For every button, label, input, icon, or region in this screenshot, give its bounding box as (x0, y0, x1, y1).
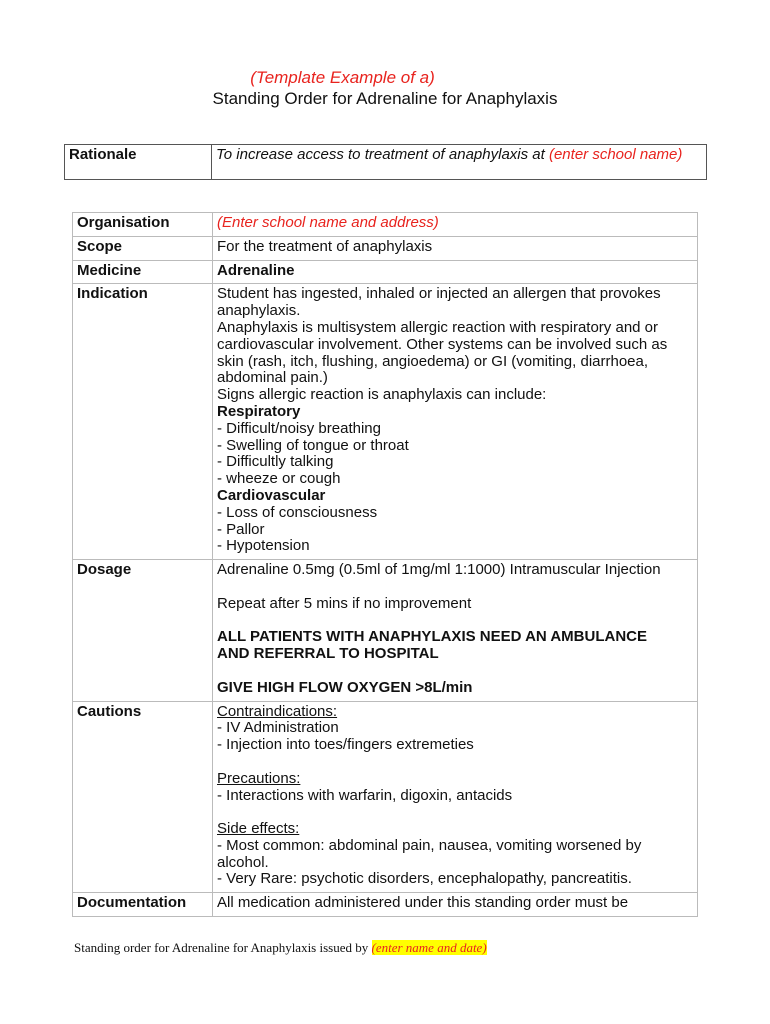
value-line: abdominal pain.) (217, 369, 328, 387)
issuer-placeholder: (enter name and date) (371, 940, 487, 955)
value-line: - Hypotension (217, 537, 310, 555)
value-line: Precautions: (217, 769, 301, 787)
value-line: - Swelling of tongue or throat (217, 436, 409, 454)
row-value (213, 560, 698, 701)
rationale-table (64, 144, 707, 180)
table-row (73, 701, 698, 893)
row-label: Dosage (73, 560, 213, 701)
row-label: Indication (73, 284, 213, 560)
row-value (213, 260, 698, 284)
value-line: - Difficult/noisy breathing (217, 419, 381, 437)
value-line: Student has ingested, inhaled or injected an allergen that provokes (217, 285, 661, 303)
value-line: - Most common: abdominal pain, nausea, vomiting worsened by (217, 836, 642, 854)
value-line: AND REFERRAL TO HOSPITAL (217, 645, 439, 663)
rationale-label: Rationale (65, 145, 212, 180)
value-line: Anaphylaxis is multisystem allergic reaction with respiratory and or (217, 318, 659, 336)
table-row (73, 893, 698, 917)
row-value (213, 701, 698, 893)
row-label: Documentation (73, 893, 213, 917)
value-line: Contraindications: (217, 702, 338, 720)
page-title: Standing Order for Adrenaline for Anaphylaxis (212, 89, 558, 108)
spacer (217, 579, 693, 596)
value-line: Signs allergic reaction is anaphylaxis can include: (217, 386, 547, 404)
row-label: Cautions (73, 701, 213, 893)
value-line: For the treatment of anaphylaxis (217, 237, 433, 255)
row-value (213, 284, 698, 560)
table-row (65, 145, 707, 180)
value-line: anaphylaxis. (217, 302, 301, 320)
value-line: skin (rash, itch, flushing, angioedema) or GI (vomiting, diarrhoea, (217, 352, 649, 370)
row-label: Scope (73, 236, 213, 260)
row-label: Medicine (73, 260, 213, 284)
rationale-text: To increase access to treatment of anaphylaxis at (216, 146, 549, 163)
standing-order-table (72, 212, 698, 917)
value-line: - Very Rare: psychotic disorders, encephalopathy, pancreatitis. (217, 870, 632, 888)
table-row (73, 213, 698, 237)
value-line: Adrenaline 0.5mg (0.5ml of 1mg/ml 1:1000) Intramuscular Injection (217, 561, 661, 579)
value-line: - Loss of consciousness (217, 503, 378, 521)
table-row (73, 236, 698, 260)
value-line: - wheeze or cough (217, 470, 341, 488)
value-line: - Injection into toes/fingers extremeties (217, 736, 474, 754)
row-label: Organisation (73, 213, 213, 237)
value-line: Side effects: (217, 820, 300, 838)
table-row (73, 560, 698, 701)
value-line: Respiratory (217, 402, 301, 420)
value-line: - Pallor (217, 520, 265, 538)
row-value (213, 893, 698, 917)
spacer (217, 754, 693, 771)
value-line: - IV Administration (217, 719, 339, 737)
spacer (217, 804, 693, 821)
value-line: Adrenaline (217, 261, 295, 279)
value-line: Cardiovascular (217, 486, 326, 504)
value-line: - Difficultly talking (217, 453, 334, 471)
footer (74, 940, 487, 956)
value-line: cardiovascular involvement. Other systems can be involved such as (217, 335, 668, 353)
template-note: (Template Example of a) (250, 68, 435, 87)
footer-text: Standing order for Adrenaline for Anaphylaxis issued by (74, 940, 372, 955)
row-value (213, 236, 698, 260)
table-row (73, 260, 698, 284)
value-line: - Interactions with warfarin, digoxin, antacids (217, 786, 513, 804)
value-line: All medication administered under this standing order must be (217, 894, 629, 912)
spacer (217, 663, 693, 680)
table-row (73, 284, 698, 560)
rationale-value (212, 145, 707, 180)
value-line: alcohol. (217, 853, 269, 871)
row-value (213, 213, 698, 237)
value-line: ALL PATIENTS WITH ANAPHYLAXIS NEED AN AMBULANCE (217, 628, 647, 646)
value-line: Repeat after 5 mins if no improvement (217, 594, 472, 612)
value-line: (Enter school name and address) (217, 214, 439, 231)
school-name-placeholder: (enter school name) (548, 146, 683, 163)
spacer (217, 613, 693, 630)
value-line: GIVE HIGH FLOW OXYGEN >8L/min (217, 678, 473, 696)
